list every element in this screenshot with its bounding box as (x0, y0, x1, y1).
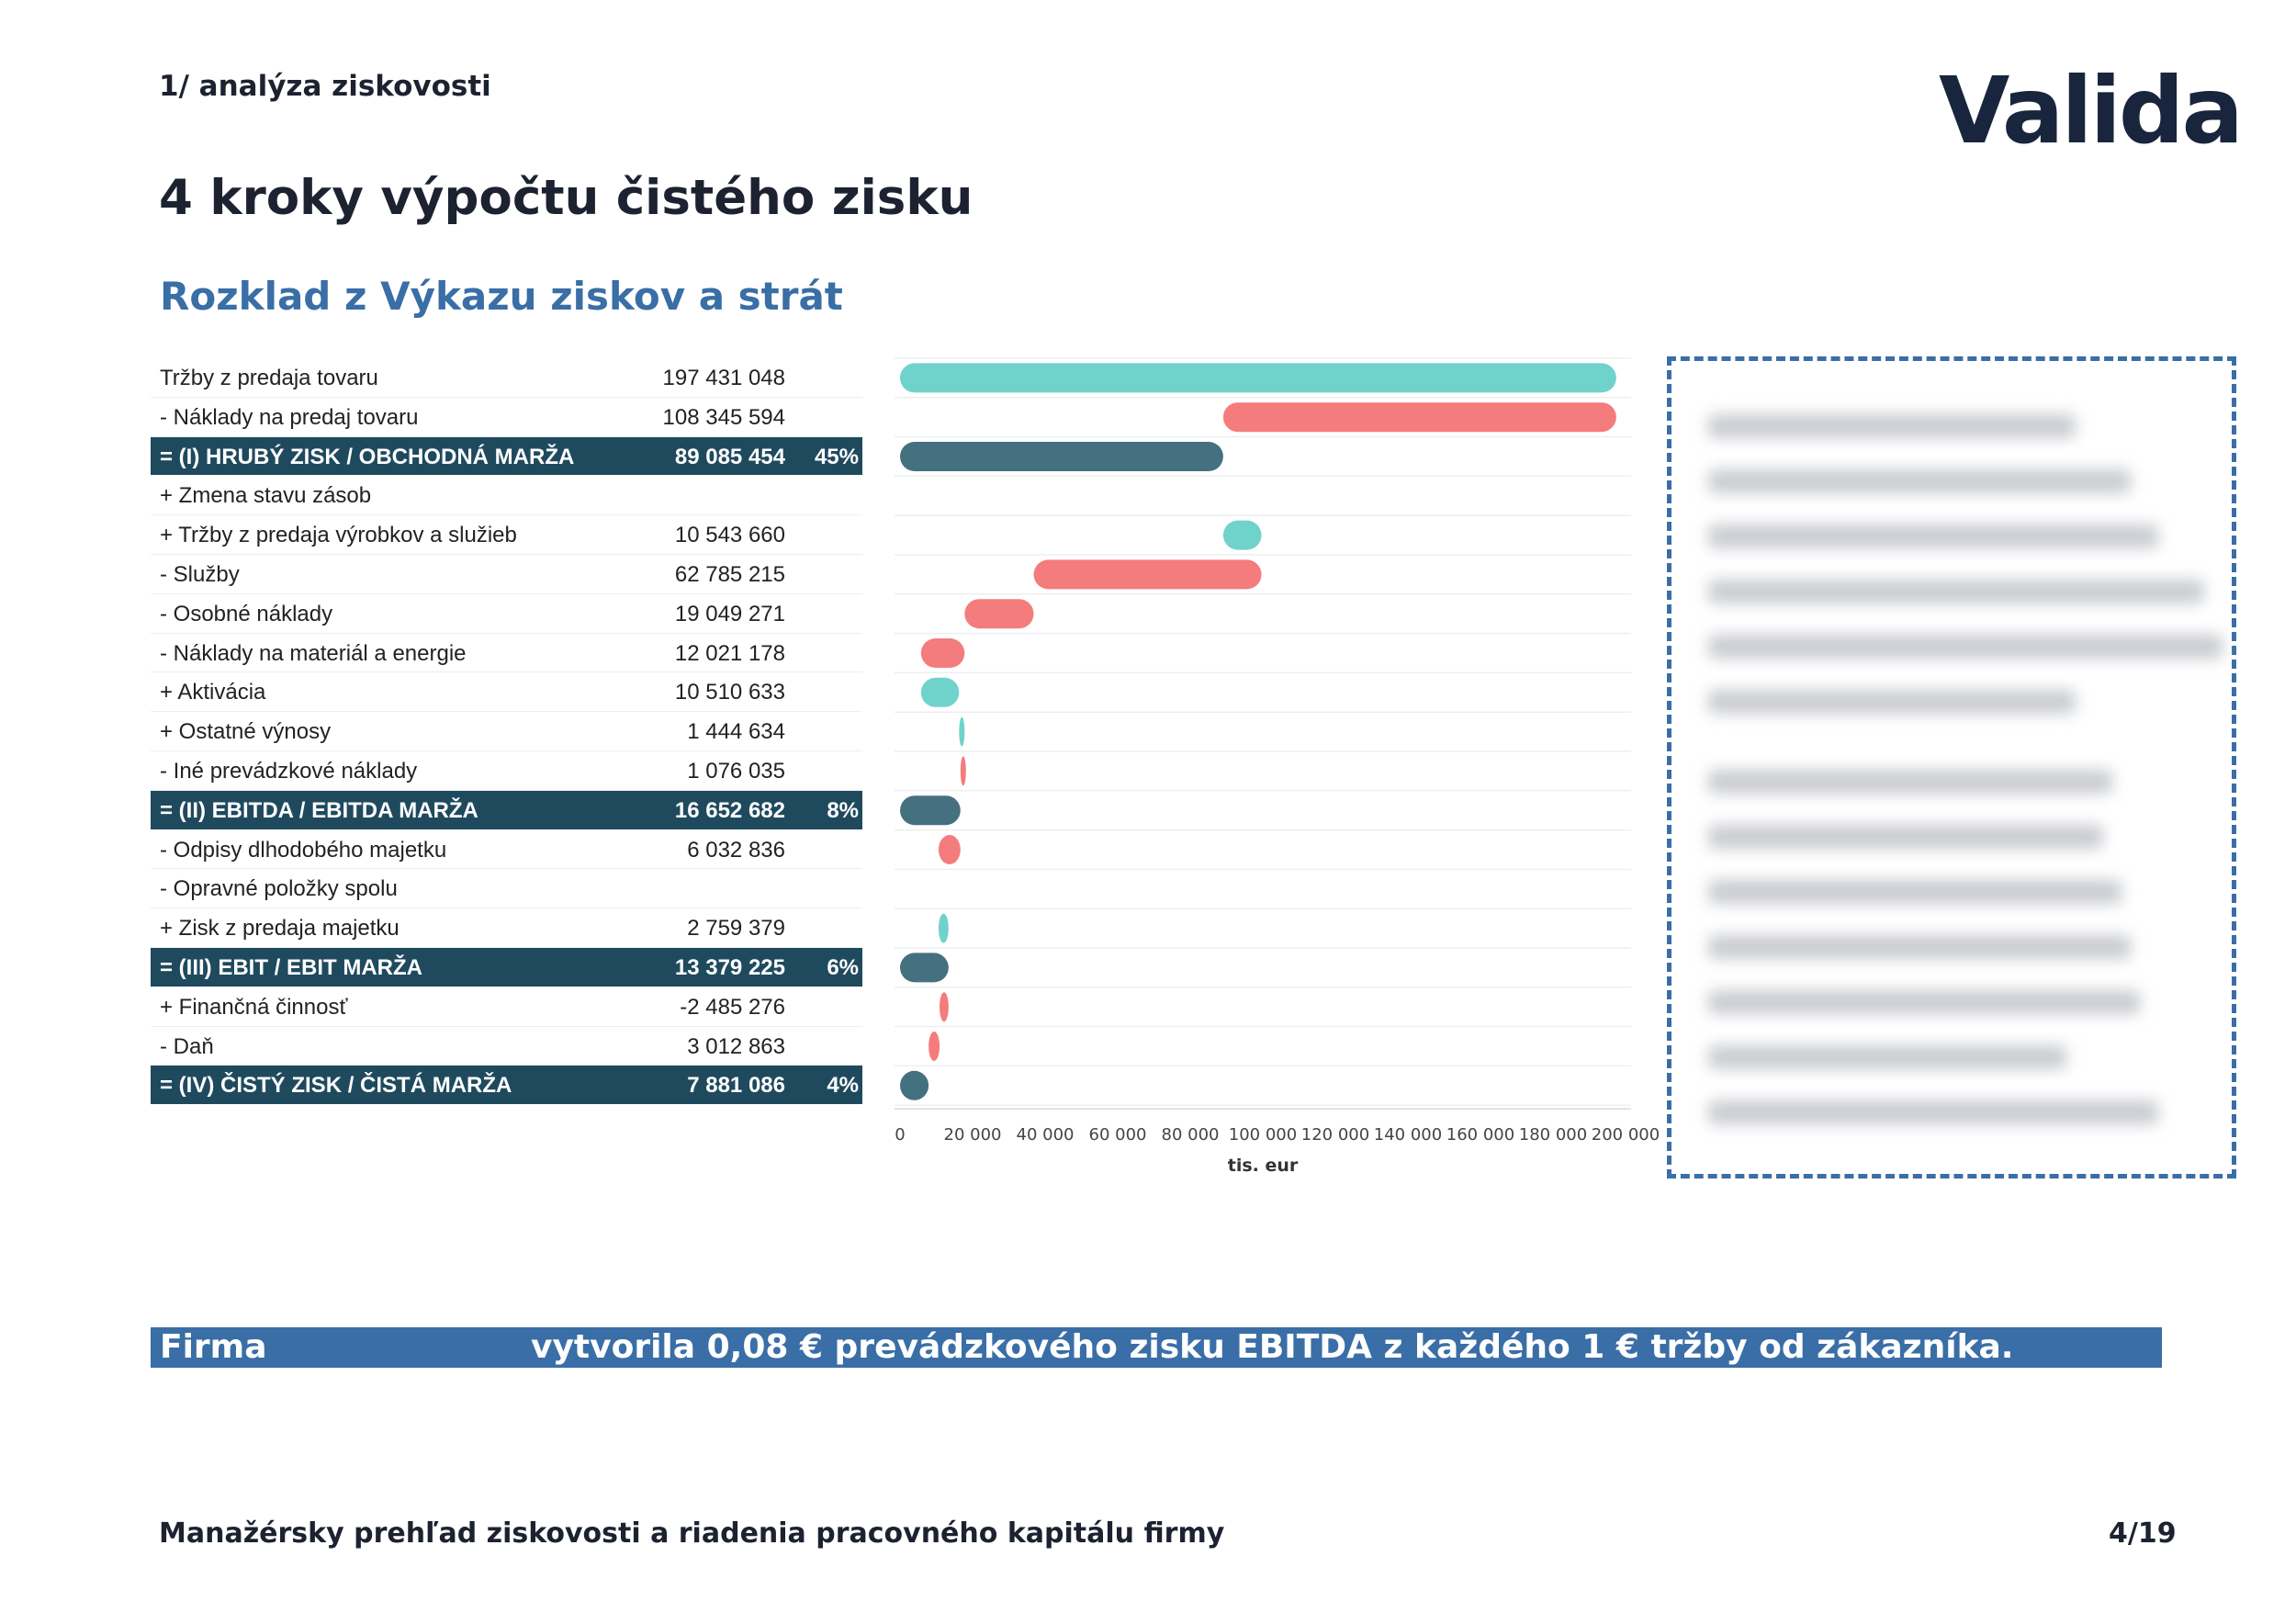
waterfall-bar (1223, 402, 1616, 432)
waterfall-bar (961, 756, 966, 785)
row-value: 2 759 379 (687, 916, 785, 942)
waterfall-bar (940, 992, 949, 1021)
row-label: - Náklady na predaj tovaru (160, 404, 419, 430)
x-axis-title: tis. eur (1227, 1156, 1299, 1174)
table-row (151, 555, 862, 594)
row-label: = (II) EBITDA / EBITDA MARŽA (160, 797, 478, 823)
x-tick-label: 140 000 (1373, 1125, 1443, 1145)
table-row (151, 672, 862, 712)
table-row (151, 398, 862, 437)
row-label: + Zisk z predaja majetku (160, 916, 400, 942)
table-row (151, 358, 862, 398)
row-label: - Daň (160, 1033, 214, 1059)
waterfall-bar (900, 363, 1616, 392)
row-value: 10 543 660 (674, 523, 785, 548)
row-label: = (I) HRUBÝ ZISK / OBCHODNÁ MARŽA (160, 444, 575, 469)
table-total-row (151, 948, 862, 987)
table-row (151, 751, 862, 791)
row-label: - Opravné položky spolu (160, 876, 398, 902)
valida-logo: Valida (1938, 57, 2241, 164)
blurred-text-line (1708, 414, 2076, 438)
waterfall-bar (959, 717, 964, 747)
row-value: 197 431 048 (662, 366, 785, 390)
table-row (151, 712, 862, 751)
table-row (151, 1027, 862, 1066)
row-label: + Zmena stavu zásob (160, 483, 372, 509)
waterfall-bar (1223, 521, 1262, 550)
page-number: 4/19 (2109, 1517, 2177, 1550)
x-tick-label: 100 000 (1228, 1125, 1298, 1145)
row-label: = (IV) ČISTÝ ZISK / ČISTÁ MARŽA (160, 1073, 512, 1099)
banner-company: Firma (160, 1328, 267, 1366)
table-row (151, 634, 862, 673)
x-tick-label: 200 000 (1591, 1125, 1660, 1145)
row-label: - Náklady na materiál a energie (160, 640, 467, 666)
row-value: 89 085 454 (674, 444, 785, 469)
waterfall-bar (900, 795, 961, 825)
x-tick-label: 80 000 (1161, 1125, 1220, 1145)
row-margin: 4% (827, 1073, 859, 1099)
row-margin: 45% (814, 444, 859, 469)
blurred-text-line (1708, 635, 2223, 659)
row-margin: 8% (827, 797, 859, 823)
waterfall-bar (921, 678, 960, 707)
waterfall-bar (964, 599, 1033, 628)
table-total-row (151, 791, 862, 830)
row-label: + Ostatné výnosy (160, 719, 332, 745)
row-label: + Tržby z predaja výrobkov a služieb (160, 523, 517, 548)
table-total-row (151, 1066, 862, 1105)
x-tick-label: 0 (895, 1125, 906, 1145)
row-value: 12 021 178 (674, 640, 785, 666)
banner-message: vytvorila 0,08 € prevádzkového zisku EBITDA z každého 1 € tržby od zákazníka. (531, 1328, 2014, 1366)
row-label: - Služby (160, 561, 240, 587)
row-value: 62 785 215 (674, 561, 785, 587)
waterfall-bar (939, 835, 961, 864)
row-margin: 6% (827, 954, 859, 980)
waterfall-bar (900, 1071, 929, 1100)
row-label: - Iné prevádzkové náklady (160, 758, 418, 784)
table-row (151, 594, 862, 634)
waterfall-bar (1034, 559, 1262, 589)
x-tick-label: 160 000 (1446, 1125, 1515, 1145)
section-label: 1/ analýza ziskovosti (159, 70, 491, 103)
footer-title: Manažérsky prehľad ziskovosti a riadenia pracovného kapitálu firmy (159, 1517, 1225, 1550)
blurred-text-line (1708, 770, 2112, 794)
page-title: 4 kroky výpočtu čistého zisku (159, 170, 974, 226)
summary-banner (151, 1327, 2162, 1368)
table-row (151, 515, 862, 555)
row-value: 7 881 086 (687, 1073, 785, 1099)
row-label: - Osobné náklady (160, 601, 333, 626)
blurred-note-box (1667, 356, 2236, 1179)
blurred-text-line (1708, 880, 2122, 904)
waterfall-bar (939, 914, 949, 943)
row-value: 13 379 225 (674, 954, 785, 980)
waterfall-chart (882, 347, 1671, 1174)
x-tick-label: 60 000 (1088, 1125, 1147, 1145)
row-label: = (III) EBIT / EBIT MARŽA (160, 954, 422, 980)
row-label: Tržby z predaja tovaru (160, 366, 378, 390)
blurred-text-line (1708, 524, 2158, 548)
row-value: 10 510 633 (674, 680, 785, 705)
blurred-text-line (1708, 825, 2103, 849)
table-row (151, 830, 862, 870)
waterfall-bar (900, 953, 949, 982)
blurred-text-line (1708, 690, 2076, 714)
blurred-text-line (1708, 935, 2131, 959)
waterfall-bar (900, 442, 1223, 471)
x-tick-label: 40 000 (1016, 1125, 1075, 1145)
row-value: 1 444 634 (687, 719, 785, 745)
row-value: 1 076 035 (687, 758, 785, 784)
x-tick-label: 120 000 (1300, 1125, 1370, 1145)
row-value: -2 485 276 (680, 994, 785, 1020)
row-value: 19 049 271 (674, 601, 785, 626)
x-tick-label: 180 000 (1518, 1125, 1588, 1145)
profit-table (151, 358, 862, 1105)
table-row (151, 869, 862, 908)
row-label: - Odpisy dlhodobého majetku (160, 837, 447, 863)
table-row (151, 476, 862, 515)
blurred-text-line (1708, 1045, 2066, 1069)
blurred-text-line (1708, 580, 2204, 603)
x-tick-label: 20 000 (943, 1125, 1002, 1145)
row-label: + Aktivácia (160, 680, 266, 705)
blurred-text-line (1708, 990, 2140, 1014)
row-value: 3 012 863 (687, 1033, 785, 1059)
page-subtitle: Rozklad z Výkazu ziskov a strát (160, 274, 843, 319)
waterfall-bar (921, 638, 964, 668)
row-value: 16 652 682 (674, 797, 785, 823)
table-row (151, 908, 862, 948)
waterfall-bar (929, 1032, 940, 1061)
row-value: 6 032 836 (687, 837, 785, 863)
row-value: 108 345 594 (662, 404, 785, 430)
table-row (151, 987, 862, 1027)
table-total-row (151, 437, 862, 477)
blurred-text-line (1708, 469, 2131, 493)
row-label: + Finančná činnosť (160, 994, 348, 1020)
blurred-text-line (1708, 1100, 2158, 1124)
